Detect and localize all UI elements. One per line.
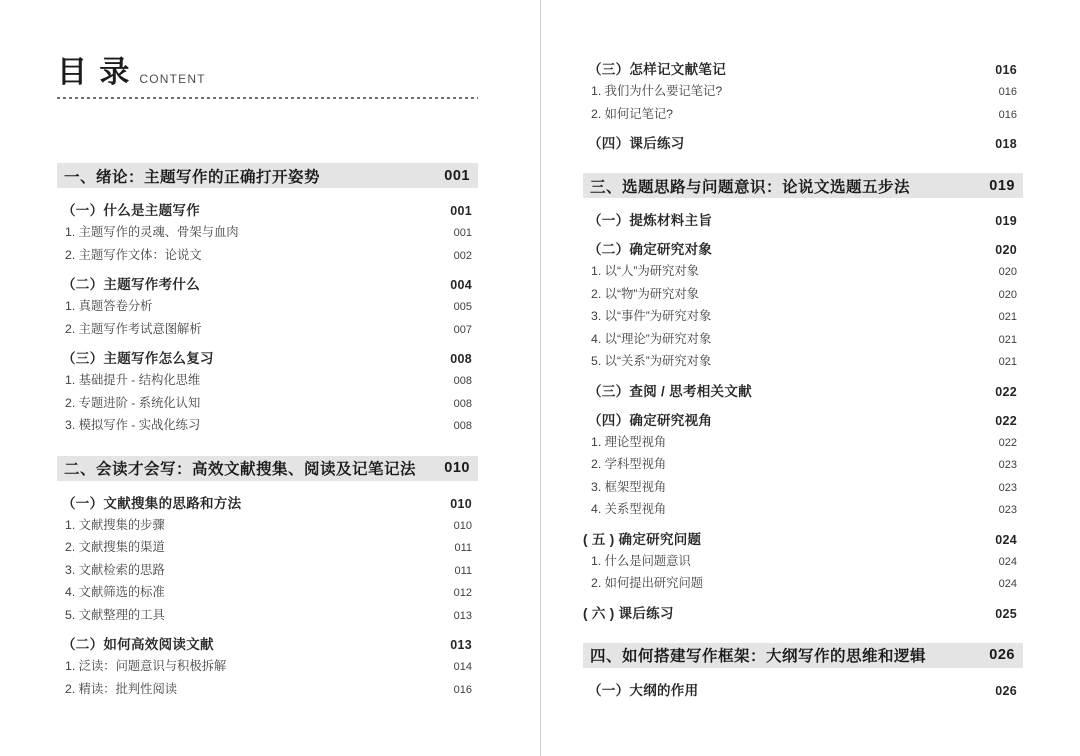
- toc-entry-label: （三）主题写作怎么复习: [62, 351, 214, 366]
- toc-entry-page-number: 010: [453, 519, 472, 532]
- toc-entry-label: 二、会读才会写：高效文献搜集、阅读及记笔记法: [64, 461, 417, 478]
- toc-item-row[interactable]: [583, 456, 1023, 475]
- toc-entry-page-number: 016: [995, 63, 1017, 77]
- toc-entry-label: （一）什么是主题写作: [62, 203, 200, 218]
- toc-entry-label: 2. 如何提出研究问题: [591, 576, 704, 590]
- toc-entry-label: 4. 关系型视角: [591, 502, 667, 516]
- toc-entry-label: （四）确定研究视角: [588, 412, 713, 428]
- toc-item-row[interactable]: [57, 658, 478, 677]
- toc-item-row[interactable]: [583, 575, 1023, 594]
- toc-entry-label: （二）如何高效阅读文献: [62, 637, 214, 652]
- toc-item-row[interactable]: [583, 83, 1023, 102]
- toc-entry-page-number: 019: [995, 214, 1017, 228]
- toc-entry-label: 5. 以“关系”为研究对象: [591, 354, 712, 368]
- page-subtitle: CONTENT: [139, 72, 206, 86]
- toc-entry-page-number: 023: [998, 459, 1017, 471]
- toc-entry-label: 2. 如何记笔记?: [591, 106, 673, 121]
- toc-entry-label: （三）怎样记文献笔记: [588, 62, 726, 77]
- toc-right-column: [583, 0, 1023, 700]
- toc-chapter-row[interactable]: [57, 163, 478, 188]
- toc-entry-page-number: 018: [995, 137, 1017, 151]
- toc-right-rows: [583, 61, 1023, 700]
- toc-entry-page-number: 024: [995, 532, 1017, 547]
- toc-entry-label: 三、选题思路与问题意识：论说文选题五步法: [590, 178, 911, 196]
- title-underline: [57, 97, 478, 99]
- toc-entry-label: （二）确定研究对象: [588, 242, 713, 257]
- toc-item-row[interactable]: [583, 434, 1023, 453]
- toc-section-row[interactable]: [583, 383, 1023, 401]
- toc-entry-page-number: 016: [998, 86, 1017, 98]
- toc-entry-label: 2. 以“物”为研究对象: [591, 286, 699, 301]
- toc-item-row[interactable]: [57, 321, 478, 340]
- toc-entry-label: ( 六 ) 课后练习: [583, 605, 674, 621]
- toc-item-row[interactable]: [57, 607, 478, 626]
- toc-section-row[interactable]: [583, 412, 1023, 430]
- toc-item-row[interactable]: [57, 517, 478, 536]
- toc-section-row[interactable]: [583, 61, 1023, 79]
- toc-chapter-row[interactable]: [57, 456, 478, 481]
- toc-entry-label: 3. 框架型视角: [591, 479, 667, 494]
- toc-entry-label: （一）文献搜集的思路和方法: [62, 495, 242, 511]
- toc-entry-page-number: 026: [989, 647, 1015, 663]
- toc-section-row[interactable]: [583, 531, 1023, 549]
- toc-item-row[interactable]: [583, 106, 1023, 125]
- toc-chapter-row[interactable]: [583, 643, 1023, 668]
- toc-left-column: [57, 0, 478, 699]
- toc-section-row[interactable]: [57, 636, 478, 654]
- toc-entry-page-number: 016: [998, 108, 1017, 121]
- toc-title-block: [57, 56, 478, 99]
- toc-item-row[interactable]: [57, 372, 478, 391]
- page-title: 目 录: [57, 56, 132, 89]
- toc-item-row[interactable]: [57, 224, 478, 243]
- toc-entry-page-number: 007: [453, 323, 472, 336]
- toc-section-row[interactable]: [57, 350, 478, 368]
- toc-item-row[interactable]: [583, 553, 1023, 572]
- toc-item-row[interactable]: [57, 539, 478, 558]
- toc-item-row[interactable]: [583, 263, 1023, 282]
- toc-entry-page-number: 004: [450, 278, 472, 292]
- toc-entry-label: 5. 文献整理的工具: [65, 607, 165, 622]
- toc-item-row[interactable]: [57, 584, 478, 603]
- toc-section-row[interactable]: [583, 605, 1023, 623]
- toc-entry-page-number: 025: [995, 606, 1017, 621]
- toc-entry-page-number: 008: [450, 352, 472, 366]
- toc-entry-label: （一）大纲的作用: [588, 682, 699, 698]
- toc-entry-label: 1. 主题写作的灵魂、骨架与血肉: [65, 225, 239, 239]
- toc-entry-page-number: 019: [989, 177, 1015, 194]
- toc-entry-label: 1. 真题答卷分析: [65, 299, 153, 313]
- toc-entry-label: 1. 我们为什么要记笔记?: [591, 84, 723, 98]
- toc-item-row[interactable]: [57, 395, 478, 414]
- toc-entry-page-number: 012: [453, 587, 472, 599]
- toc-item-row[interactable]: [583, 308, 1023, 327]
- toc-entry-page-number: 022: [995, 413, 1017, 428]
- toc-left-rows: [57, 163, 478, 699]
- toc-entry-page-number: 026: [995, 683, 1017, 698]
- toc-entry-page-number: 024: [998, 578, 1017, 590]
- toc-entry-label: ( 五 ) 确定研究问题: [583, 531, 702, 547]
- toc-entry-page-number: 020: [995, 243, 1017, 257]
- page-spread-divider: [540, 0, 541, 756]
- toc-section-row[interactable]: [57, 495, 478, 513]
- toc-item-row[interactable]: [57, 247, 478, 266]
- toc-entry-label: 2. 专题进阶 - 系统化认知: [65, 395, 201, 410]
- toc-entry-page-number: 020: [998, 266, 1017, 278]
- toc-item-row[interactable]: [583, 353, 1023, 372]
- toc-entry-label: 四、如何搭建写作框架：大纲写作的思维和逻辑: [590, 648, 927, 665]
- toc-section-row[interactable]: [57, 276, 478, 294]
- toc-entry-label: 1. 理论型视角: [591, 434, 667, 449]
- toc-section-row[interactable]: [583, 212, 1023, 230]
- toc-entry-page-number: 001: [453, 227, 472, 239]
- toc-entry-page-number: 021: [998, 356, 1017, 368]
- toc-entry-page-number: 008: [453, 397, 472, 410]
- toc-entry-label: 3. 文献检索的思路: [65, 562, 165, 577]
- toc-entry-page-number: 023: [998, 481, 1017, 494]
- toc-item-row[interactable]: [583, 479, 1023, 498]
- toc-item-row[interactable]: [57, 681, 478, 700]
- toc-entry-page-number: 002: [453, 249, 472, 262]
- toc-item-row[interactable]: [57, 417, 478, 436]
- toc-entry-label: 2. 文献搜集的渠道: [65, 540, 165, 554]
- toc-section-row[interactable]: [583, 241, 1023, 259]
- toc-entry-label: 3. 以“事件”为研究对象: [591, 309, 712, 323]
- toc-entry-page-number: 020: [998, 288, 1017, 301]
- toc-section-row[interactable]: [583, 682, 1023, 700]
- toc-entry-label: （二）主题写作考什么: [62, 277, 200, 292]
- toc-item-row[interactable]: [583, 331, 1023, 350]
- toc-entry-page-number: 023: [998, 504, 1017, 516]
- toc-entry-label: 1. 文献搜集的步骤: [65, 517, 165, 532]
- toc-entry-label: 3. 模拟写作 - 实战化练习: [65, 418, 201, 432]
- toc-entry-page-number: 010: [444, 460, 470, 476]
- toc-entry-page-number: 001: [444, 167, 470, 184]
- toc-entry-label: 2. 主题写作考试意图解析: [65, 321, 202, 336]
- toc-entry-page-number: 010: [450, 496, 472, 511]
- toc-section-row[interactable]: [583, 135, 1023, 153]
- toc-entry-page-number: 016: [453, 683, 472, 696]
- toc-entry-label: 4. 文献筛选的标准: [65, 585, 165, 599]
- toc-entry-label: 1. 泛读：问题意识与积极拆解: [65, 659, 227, 673]
- toc-item-row[interactable]: [57, 298, 478, 317]
- toc-entry-label: 一、绪论：主题写作的正确打开姿势: [64, 168, 321, 186]
- toc-entry-page-number: 001: [450, 204, 472, 218]
- toc-entry-label: 4. 以“理论”为研究对象: [591, 331, 712, 346]
- toc-entry-page-number: 022: [998, 436, 1017, 449]
- toc-entry-page-number: 008: [453, 375, 472, 387]
- toc-entry-label: （三）查阅 / 思考相关文献: [588, 383, 752, 399]
- toc-entry-page-number: 011: [454, 542, 472, 554]
- toc-item-row[interactable]: [583, 286, 1023, 305]
- toc-section-row[interactable]: [57, 202, 478, 220]
- toc-entry-page-number: 005: [453, 301, 472, 313]
- toc-entry-label: （四）课后练习: [588, 136, 685, 151]
- toc-entry-label: 2. 主题写作文体：论说文: [65, 247, 202, 262]
- toc-item-row[interactable]: [57, 562, 478, 581]
- toc-entry-label: （一）提炼材料主旨: [588, 213, 713, 228]
- toc-entry-page-number: 022: [995, 384, 1017, 399]
- toc-entry-page-number: 013: [453, 609, 472, 622]
- toc-chapter-row[interactable]: [583, 173, 1023, 198]
- toc-entry-page-number: 008: [453, 420, 472, 432]
- toc-entry-page-number: 013: [450, 638, 472, 652]
- toc-entry-label: 2. 学科型视角: [591, 457, 667, 471]
- toc-entry-page-number: 021: [998, 333, 1017, 346]
- toc-entry-label: 1. 什么是问题意识: [591, 553, 691, 568]
- toc-entry-page-number: 014: [453, 661, 472, 673]
- toc-entry-label: 1. 以“人”为研究对象: [591, 264, 699, 278]
- toc-entry-label: 1. 基础提升 - 结构化思维: [65, 373, 201, 387]
- toc-entry-label: 2. 精读：批判性阅读: [65, 681, 178, 696]
- toc-entry-page-number: 021: [998, 311, 1017, 323]
- toc-item-row[interactable]: [583, 501, 1023, 520]
- toc-entry-page-number: 011: [454, 564, 472, 577]
- toc-entry-page-number: 024: [998, 555, 1017, 568]
